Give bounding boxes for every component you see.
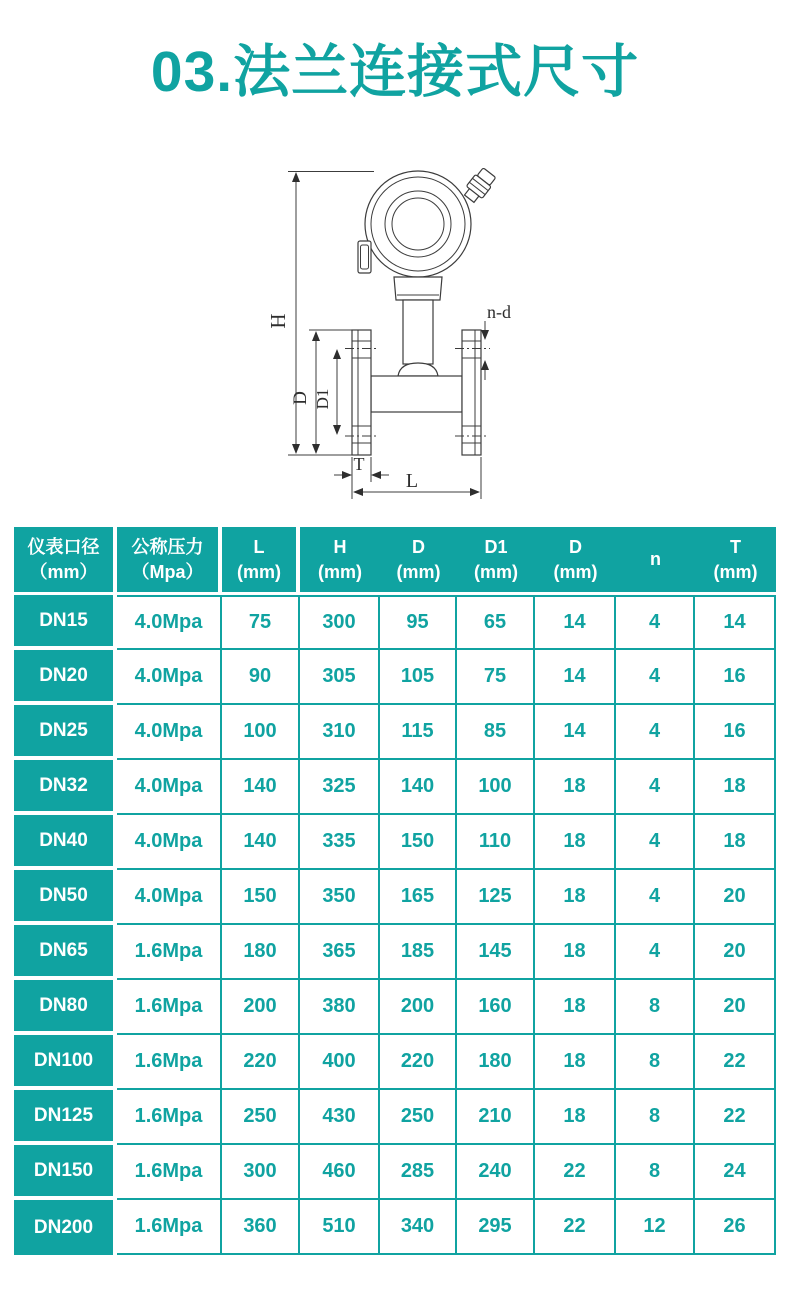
value-cell: 4: [616, 705, 695, 760]
flowmeter-diagram: [252, 158, 528, 514]
value-cell: 310: [300, 705, 380, 760]
header-line1: D: [569, 537, 582, 558]
dn-size-cell: DN40: [14, 815, 113, 866]
table-row: [14, 1035, 776, 1090]
value-cell: 430: [300, 1090, 380, 1145]
value-cell: 22: [695, 1090, 776, 1145]
header-line1: 公称压力: [131, 537, 204, 558]
value-cell: 200: [380, 980, 457, 1035]
table-row: [14, 1090, 776, 1145]
header-line1: 仪表口径: [27, 537, 100, 558]
dim-label-d: D: [290, 391, 311, 405]
table-body: [14, 595, 776, 1255]
value-cell: 4.0Mpa: [117, 650, 222, 705]
value-cell: 380: [300, 980, 380, 1035]
value-cell: 8: [616, 1145, 695, 1200]
value-cell: 335: [300, 815, 380, 870]
value-cell: 18: [535, 815, 616, 870]
value-cell: 250: [222, 1090, 300, 1145]
value-cell: 150: [380, 815, 457, 870]
value-cell: 110: [457, 815, 535, 870]
value-cell: 16: [695, 650, 776, 705]
value-cell: 4: [616, 925, 695, 980]
table-row: [14, 925, 776, 980]
flowmeter-drawing: [252, 158, 528, 514]
value-cell: 140: [380, 760, 457, 815]
header-cell-t: [695, 527, 776, 592]
value-cell: 100: [222, 705, 300, 760]
value-cell: 8: [616, 980, 695, 1035]
value-cell: 185: [380, 925, 457, 980]
header-cell-d1: [457, 527, 535, 592]
value-cell: 460: [300, 1145, 380, 1200]
value-cell: 18: [695, 815, 776, 870]
value-cell: 180: [222, 925, 300, 980]
header-cell-pressure: [117, 527, 222, 592]
value-cell: 18: [535, 1090, 616, 1145]
value-cell: 95: [380, 595, 457, 650]
value-cell: 160: [457, 980, 535, 1035]
value-cell: 100: [457, 760, 535, 815]
value-cell: 305: [300, 650, 380, 705]
value-cell: 340: [380, 1200, 457, 1255]
value-cell: 1.6Mpa: [117, 1145, 222, 1200]
value-cell: 65: [457, 595, 535, 650]
value-cell: 4: [616, 760, 695, 815]
header-cell-d: [380, 527, 457, 592]
value-cell: 14: [535, 705, 616, 760]
value-cell: 285: [380, 1145, 457, 1200]
value-cell: 18: [535, 925, 616, 980]
value-cell: 4: [616, 595, 695, 650]
value-cell: 1.6Mpa: [117, 980, 222, 1035]
value-cell: 8: [616, 1035, 695, 1090]
value-cell: 4: [616, 815, 695, 870]
value-cell: 4.0Mpa: [117, 705, 222, 760]
table-header: [14, 527, 776, 595]
value-cell: 150: [222, 870, 300, 925]
header-line2: (mm): [553, 561, 598, 582]
value-cell: 20: [695, 870, 776, 925]
value-cell: 4.0Mpa: [117, 595, 222, 650]
table-row: [14, 1145, 776, 1200]
value-cell: 4.0Mpa: [117, 870, 222, 925]
dn-size-cell: DN20: [14, 650, 113, 701]
value-cell: 14: [535, 650, 616, 705]
header-line1: H: [333, 537, 347, 558]
value-cell: 1.6Mpa: [117, 1200, 222, 1255]
table-row: [14, 595, 776, 650]
header-cell-diameter: [14, 527, 117, 592]
value-cell: 350: [300, 870, 380, 925]
value-cell: 16: [695, 705, 776, 760]
dn-size-cell: DN150: [14, 1145, 113, 1196]
value-cell: 200: [222, 980, 300, 1035]
value-cell: 14: [695, 595, 776, 650]
value-cell: 325: [300, 760, 380, 815]
cable-gland-icon: [461, 167, 497, 205]
table-row: [14, 760, 776, 815]
header-line2: （Mpa）: [131, 561, 204, 582]
value-cell: 18: [535, 760, 616, 815]
value-cell: 4: [616, 870, 695, 925]
value-cell: 24: [695, 1145, 776, 1200]
value-cell: 75: [222, 595, 300, 650]
product-spec-page: [0, 30, 790, 1290]
value-cell: 240: [457, 1145, 535, 1200]
value-cell: 20: [695, 980, 776, 1035]
dn-size-cell: DN80: [14, 980, 113, 1031]
value-cell: 20: [695, 925, 776, 980]
dn-size-cell: DN50: [14, 870, 113, 921]
transmitter-head: [358, 171, 471, 277]
table-row: [14, 705, 776, 760]
dn-size-cell: DN200: [14, 1200, 113, 1255]
value-cell: 18: [535, 1035, 616, 1090]
value-cell: 1.6Mpa: [117, 925, 222, 980]
dim-label-t: T: [353, 454, 365, 474]
header-line2: (mm): [237, 561, 281, 582]
header-cell-d2: [535, 527, 616, 592]
value-cell: 250: [380, 1090, 457, 1145]
table-row: [14, 870, 776, 925]
header-cell-n: [616, 527, 695, 592]
dn-size-cell: DN125: [14, 1090, 113, 1141]
value-cell: 295: [457, 1200, 535, 1255]
table-row: [14, 980, 776, 1035]
value-cell: 180: [457, 1035, 535, 1090]
value-cell: 22: [535, 1200, 616, 1255]
dimensions-table: [14, 527, 776, 1255]
dn-size-cell: DN25: [14, 705, 113, 756]
dim-label-d1: D1: [313, 388, 332, 410]
value-cell: 510: [300, 1200, 380, 1255]
page-title: 03.法兰连接式尺寸: [150, 40, 640, 104]
value-cell: 140: [222, 760, 300, 815]
value-cell: 210: [457, 1090, 535, 1145]
value-cell: 18: [535, 870, 616, 925]
value-cell: 105: [380, 650, 457, 705]
header-line2: (mm): [713, 561, 758, 582]
value-cell: 145: [457, 925, 535, 980]
value-cell: 22: [535, 1145, 616, 1200]
dn-size-cell: DN65: [14, 925, 113, 976]
value-cell: 220: [380, 1035, 457, 1090]
dim-label-nd: n-d: [487, 302, 511, 322]
dn-size-cell: DN100: [14, 1035, 113, 1086]
value-cell: 90: [222, 650, 300, 705]
header-line2: (mm): [318, 561, 362, 582]
value-cell: 300: [300, 595, 380, 650]
value-cell: 18: [695, 760, 776, 815]
header-line1: L: [253, 537, 265, 558]
value-cell: 22: [695, 1035, 776, 1090]
value-cell: 400: [300, 1035, 380, 1090]
table-row: [14, 1200, 776, 1255]
header-line1: T: [730, 537, 741, 558]
value-cell: 140: [222, 815, 300, 870]
value-cell: 4.0Mpa: [117, 760, 222, 815]
value-cell: 85: [457, 705, 535, 760]
value-cell: 220: [222, 1035, 300, 1090]
header-cell-l: [222, 527, 300, 592]
table-row: [14, 650, 776, 705]
table-row: [14, 815, 776, 870]
value-cell: 365: [300, 925, 380, 980]
dn-size-cell: DN15: [14, 595, 113, 646]
header-line1: n: [650, 549, 661, 570]
dn-size-cell: DN32: [14, 760, 113, 811]
value-cell: 360: [222, 1200, 300, 1255]
value-cell: 18: [535, 980, 616, 1035]
value-cell: 125: [457, 870, 535, 925]
value-cell: 300: [222, 1145, 300, 1200]
value-cell: 26: [695, 1200, 776, 1255]
value-cell: 1.6Mpa: [117, 1090, 222, 1145]
value-cell: 12: [616, 1200, 695, 1255]
value-cell: 4: [616, 650, 695, 705]
value-cell: 8: [616, 1090, 695, 1145]
header-line2: （mm）: [29, 561, 98, 582]
value-cell: 115: [380, 705, 457, 760]
value-cell: 14: [535, 595, 616, 650]
dim-label-l: L: [405, 470, 419, 492]
dim-label-h: H: [266, 313, 290, 329]
header-line2: (mm): [474, 561, 518, 582]
header-line1: D1: [484, 537, 508, 558]
header-cell-h: [300, 527, 380, 592]
value-cell: 1.6Mpa: [117, 1035, 222, 1090]
value-cell: 75: [457, 650, 535, 705]
value-cell: 4.0Mpa: [117, 815, 222, 870]
meter-neck: [394, 277, 442, 376]
header-line2: (mm): [396, 561, 441, 582]
header-line1: D: [412, 537, 425, 558]
value-cell: 165: [380, 870, 457, 925]
